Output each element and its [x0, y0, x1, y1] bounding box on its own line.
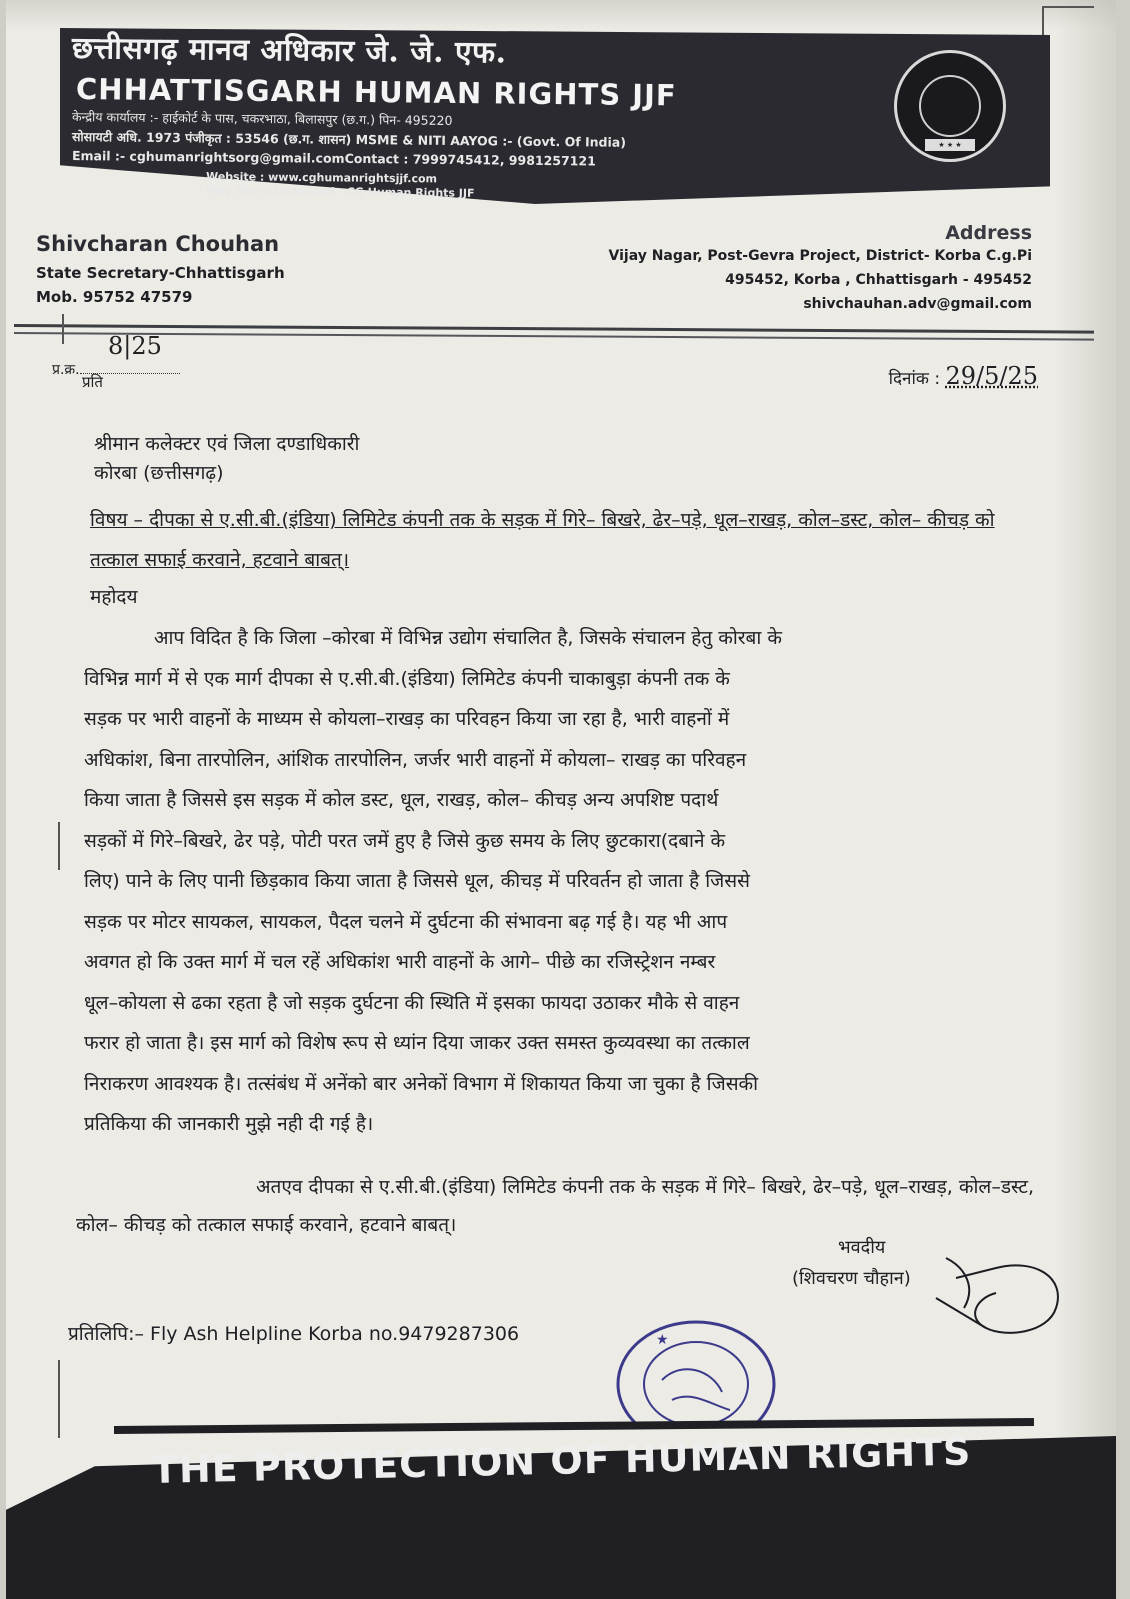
sign-off: भवदीय: [838, 1237, 886, 1258]
body-line: लिए) पाने के लिए पानी छिड़काव किया जाता है जिससे धूल, कीचड़ में परिवर्तन हो जाता है जिससे: [84, 870, 750, 892]
body-line: सड़क पर मोटर सायकल, सायकल, पैदल चलने में दुर्घटना की संभावना बढ़ गई है। यह भी आप: [84, 910, 728, 933]
body-line: निराकरण आवश्यक है। तत्संबंध में अनेंको बार अनेकों विभाग में शिकायत किया जा चुका है जिसकी: [84, 1072, 759, 1095]
head-office-line: केन्द्रीय कार्यालय :- हाईकोर्ट के पास, चकरभाठा, बिलासपुर (छ.ग.) पिन- 495220: [71, 109, 453, 128]
org-logo-icon: ★ ★ ★: [894, 50, 1006, 162]
org-name-english: CHHATTISGARH HUMAN RIGHTS JJF: [75, 72, 677, 113]
salutation: महोदय: [90, 586, 138, 608]
sender-role: State Secretary-Chhattisgarh: [36, 264, 285, 282]
signatory-name: (शिवचरण चौहान): [792, 1268, 911, 1289]
address-heading: Address: [945, 222, 1032, 244]
playstore-line: Play Store Download : CG Human Rights JJF: [205, 184, 475, 200]
registration-line: सोसायटी अधि. 1973 पंजीकृत : 53546 (छ.ग. शासन) MSME & NITI AAYOG :- (Govt. Of India): [71, 129, 627, 150]
addressee: श्रीमान कलेक्टर एवं जिला दण्डाधिकारी कोरबा (छत्तीसगढ़): [94, 433, 360, 484]
letter-body: [84, 618, 1040, 1145]
footer-slogan: THE PROTECTION OF HUMAN RIGHTS: [151, 1429, 972, 1492]
sender-mobile: Mob. 95752 47579: [36, 288, 193, 306]
date-field: दिनांक : 29/5/25: [888, 362, 1038, 390]
reference-label: प्र.क्र.: [52, 360, 180, 379]
contact-line: Email :- cghumanrightsorg@gmail.comContact : 7999745412, 9981257121: [71, 148, 596, 169]
body-line: सड़कों में गिरे–बिखरे, ढेर पड़े, पोटी परत जमें हुए है जिसे कुछ समय के लिए छुटकारा(दबाने के: [84, 829, 726, 852]
date-handwritten: 29/5/25: [945, 362, 1038, 390]
svg-text:★: ★: [656, 1332, 669, 1348]
body-line: अवगत हो कि उक्त मार्ग में चल रहें अधिकांश भारी वाहनों के आगे– पीछे का रजिस्ट्रेशन नम्बर: [84, 951, 716, 973]
body-line: प्रतिकिया की जानकारी मुझे नही दी गई है।: [84, 1113, 374, 1135]
office-stamp: [612, 1320, 780, 1428]
body-line: विभिन्न मार्ग में से एक मार्ग दीपका से ए.सी.बी.(इंडिया) लिमिटेड कंपनी चाकाबुड़ा कंपनी तक के: [84, 667, 730, 690]
body-line: आप विदित है कि जिला –कोरबा में विभिन्न उद्योग संचालित है, जिसके संचालन हेतु कोरबा के: [154, 627, 782, 649]
letter-page: [6, 0, 1116, 1599]
address-line-2: 495452, Korba , Chhattisgarh - 495452: [725, 272, 1032, 288]
body-line: सड़क पर भारी वाहनों के माध्यम से कोयला–राखड़ का परिवहन किया जा रहा है, भारी वाहनों में: [84, 708, 730, 730]
sender-block: [36, 232, 285, 306]
body-line: धूल–कोयला से ढका रहता है जो सड़क दुर्घटना की स्थिति में इसका फायदा उठाकर मौके से वाहन: [84, 991, 740, 1014]
sender-name: Shivcharan Chouhan: [36, 232, 280, 256]
address-line-1: Vijay Nagar, Post-Gevra Project, District- Korba C.g.Pi: [608, 248, 1032, 264]
body-line: किया जाता है जिससे इस सड़क में कोल डस्ट, धूल, राखड़, कोल– कीचड़ अन्य अपशिष्ट पदार्थ: [84, 789, 719, 811]
address-email: shivchauhan.adv@gmail.com: [803, 296, 1032, 312]
header-divider-thin: [14, 332, 1094, 341]
closing-paragraph: अतएव दीपका से ए.सी.बी.(इंडिया) लिमिटेड कंपनी तक के सड़क में गिरे– बिखरे, ढेर–पड़े, धूल–राखड़, कोल–डस्ट, कोल– कीचड़ को तत्काल सफाई करवाने, हटवाने बाबत्।: [76, 1176, 1034, 1236]
body-line: अधिकांश, बिना तारपोलिन, आंशिक तारपोलिन, जर्जर भारी वाहनों में कोयला– राखड़ का परिवहन: [84, 748, 747, 771]
org-name-hindi: छत्तीसगढ़ मानव अधिकार जे. जे. एफ.: [71, 31, 507, 71]
subject-line: विषय – दीपका से ए.सी.बी.(इंडिया) लिमिटेड कंपनी तक के सड़क में गिरे– बिखरे, ढेर–पड़े, धूल–राखड़, कोल–डस्ट, कोल– कीचड़ को तत्काल सफाई करवाने, हटवाने बाबत्।: [90, 509, 995, 571]
reference-number-handwritten: 8|25: [108, 332, 162, 360]
body-line: फरार हो जाता है। इस मार्ग को विशेष रूप से ध्यांन दिया जाकर उक्त समस्त कुव्यवस्था का तत्काल: [84, 1032, 750, 1054]
address-block: [609, 222, 1032, 312]
website-line: Website : www.cghumanrightsjjf.com: [205, 170, 438, 186]
to-label: प्रति: [82, 373, 103, 391]
handwritten-signature: [926, 1238, 1086, 1348]
copy-to-line: प्रतिलिपि:– Fly Ash Helpline Korba no.9479287306: [68, 1323, 520, 1345]
